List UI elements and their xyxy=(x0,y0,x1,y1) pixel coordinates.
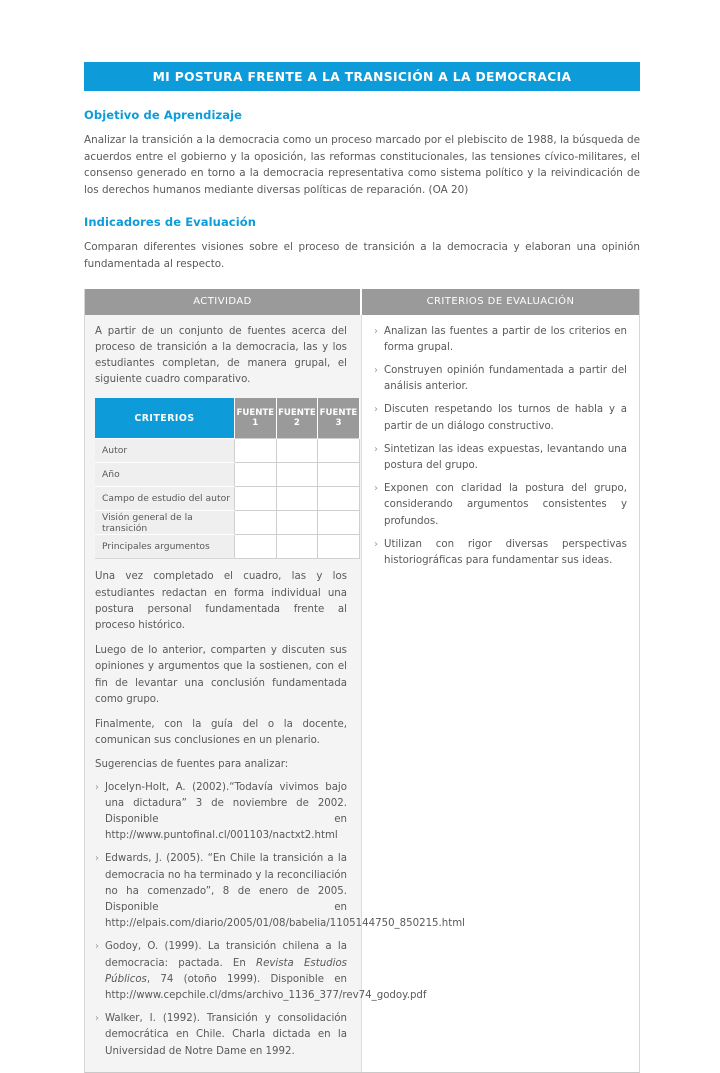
table-row xyxy=(95,463,359,487)
comparative-header-fuente-2 xyxy=(276,398,318,439)
fuente-2-number: 2 xyxy=(293,418,300,429)
sources-label: Sugerencias de fuentes para analizar: xyxy=(95,759,289,771)
list-item xyxy=(374,363,627,395)
criterio-bullet-5: Exponen con claridad la postura del grupo, considerando argumentos consistentes y profundos. xyxy=(384,483,627,527)
cell-ano-fuente-1[interactable] xyxy=(235,463,277,487)
list-item xyxy=(374,442,627,474)
cell-vision-fuente-2[interactable] xyxy=(276,511,318,535)
actividad-cell xyxy=(85,315,465,1072)
comparative-header-criterios: CRITERIOS xyxy=(95,398,235,439)
criterios-cell xyxy=(362,315,639,1072)
chevron-right-icon: › xyxy=(95,781,99,793)
criterio-ano: Año xyxy=(95,463,235,487)
criterio-vision-general: Visión general de la transición xyxy=(95,511,235,535)
list-item xyxy=(374,537,627,569)
criteria-list xyxy=(374,324,627,570)
fuente-2-label: FUENTE xyxy=(278,407,316,418)
criterio-bullet-2: Construyen opinión fundamentada a partir del análisis anterior. xyxy=(384,364,627,393)
table-row xyxy=(95,511,359,535)
fuente-1-label: FUENTE xyxy=(236,407,275,418)
comparative-table-header-row xyxy=(95,398,359,439)
criterio-bullet-6: Utilizan con rigor diversas perspectivas historiográficas para fundamentar sus ideas. xyxy=(384,538,627,566)
source-edwards: Edwards, J. (2005). “En Chile la transición a la democracia no ha terminado y la reconciliación no ha comenzado”, 8 de enero de 2005. Disponible en http://elpais.com/diario/2005/01/08/babelia/1105144750_850215.html xyxy=(105,853,465,930)
cell-argumentos-fuente-3[interactable] xyxy=(318,535,360,559)
cell-campo-fuente-1[interactable] xyxy=(235,487,277,511)
list-item xyxy=(374,402,627,434)
table-body-row xyxy=(85,315,639,1072)
list-item xyxy=(374,324,627,356)
fuente-1-number: 1 xyxy=(252,418,259,429)
source-walker: Walker, I. (1992). Transición y consolidación democrática en Chile. Charla dictada en la Universidad de Notre Dame en 1992. xyxy=(105,1013,347,1057)
source-jocelyn-holt: Jocelyn-Holt, A. (2002).“Todavía vivimos bajo una dictadura” 3 de noviembre de 2002. Disponible en http://www.puntofinal.cl/001103/nactxt2.html xyxy=(105,781,347,842)
chevron-right-icon: › xyxy=(374,325,378,337)
comparative-table xyxy=(95,398,360,559)
sources-list xyxy=(95,780,465,1060)
fuente-3-number: 3 xyxy=(335,418,342,429)
activity-intro: A partir de un conjunto de fuentes acerca del proceso de transición a la democracia, las y los estudiantes completan, de manera grupal, el siguiente cuadro comparativo. xyxy=(95,325,347,386)
column-header-criterios: CRITERIOS DE EVALUACIÓN xyxy=(362,289,639,315)
list-item xyxy=(95,1011,347,1060)
cell-ano-fuente-3[interactable] xyxy=(318,463,360,487)
chevron-right-icon: › xyxy=(374,483,378,495)
criterio-campo-estudio: Campo de estudio del autor xyxy=(95,487,235,511)
cell-vision-fuente-3[interactable] xyxy=(318,511,360,535)
cell-autor-fuente-3[interactable] xyxy=(318,439,360,463)
activity-paragraph-2: Luego de lo anterior, comparten y discuten sus opiniones y argumentos que la sostienen, con el fin de levantar una conclusión fundamentada como grupo. xyxy=(95,645,347,705)
list-item xyxy=(95,939,427,1004)
chevron-right-icon: › xyxy=(374,404,378,416)
cell-campo-fuente-3[interactable] xyxy=(318,487,360,511)
criterio-principales-argumentos: Principales argumentos xyxy=(95,535,235,559)
objetivo-heading: Objetivo de Aprendizaje xyxy=(84,108,243,122)
source-godoy-part1: Godoy, O. (1999). La transición chilena a la democracia: pactada. En xyxy=(105,941,347,969)
table-header-row xyxy=(85,289,639,315)
list-item xyxy=(95,851,465,932)
criterio-bullet-1: Analizan las fuentes a partir de los criterios en forma grupal. xyxy=(384,325,627,353)
cell-argumentos-fuente-2[interactable] xyxy=(276,535,318,559)
source-godoy-part2: , 74 (otoño 1999). Disponible en http://www.cepchile.cl/dms/archivo_1136_377/rev74_godoy.pdf xyxy=(105,973,427,1002)
comparative-header-fuente-1 xyxy=(235,398,277,439)
activity-paragraph-1: Una vez completado el cuadro, las y los estudiantes redactan en forma individual una postura personal fundamentada frente al proceso histórico. xyxy=(95,571,347,631)
indicadores-body: Comparan diferentes visiones sobre el proceso de transición a la democracia y elaboran una opinión fundamentada al respecto. xyxy=(84,241,640,270)
table-row xyxy=(95,487,359,511)
indicadores-heading: Indicadores de Evaluación xyxy=(84,215,257,230)
criterio-bullet-4: Sintetizan las ideas expuestas, levantando una postura del grupo. xyxy=(384,443,627,471)
document-content xyxy=(84,62,640,1073)
table-row xyxy=(95,535,359,559)
activity-criteria-table xyxy=(84,289,640,1073)
page-title: MI POSTURA FRENTE A LA TRANSICIÓN A LA DEMOCRACIA xyxy=(152,69,572,84)
comparative-header-fuente-3 xyxy=(318,398,360,439)
column-header-actividad: ACTIVIDAD xyxy=(85,289,362,315)
chevron-right-icon: › xyxy=(95,941,99,953)
chevron-right-icon: › xyxy=(95,1013,99,1025)
cell-argumentos-fuente-1[interactable] xyxy=(235,535,277,559)
chevron-right-icon: › xyxy=(374,443,378,455)
list-item xyxy=(374,481,627,530)
cell-autor-fuente-2[interactable] xyxy=(276,439,318,463)
table-row xyxy=(95,439,359,463)
cell-vision-fuente-1[interactable] xyxy=(235,511,277,535)
cell-autor-fuente-1[interactable] xyxy=(235,439,277,463)
cell-campo-fuente-2[interactable] xyxy=(276,487,318,511)
source-godoy-journal: Revista Estudios Públicos xyxy=(105,957,347,985)
cell-ano-fuente-2[interactable] xyxy=(276,463,318,487)
objetivo-body: Analizar la transición a la democracia como un proceso marcado por el plebiscito de 1988, la búsqueda de acuerdos entre el gobierno y la oposición, las reformas constitucionales, las tensiones cívico-militares, el consenso generado en torno a la democracia representativa como sistema político y la reivindicación de los derechos humanos mediante diversas políticas de reparación. (OA 20) xyxy=(84,134,640,196)
chevron-right-icon: › xyxy=(95,853,99,865)
fuente-3-label: FUENTE xyxy=(319,407,358,418)
chevron-right-icon: › xyxy=(374,538,378,550)
list-item xyxy=(95,780,347,845)
criterio-bullet-3: Discuten respetando los turnos de habla y a partir de un diálogo constructivo. xyxy=(384,404,627,432)
activity-paragraph-3: Finalmente, con la guía del o la docente, comunican sus conclusiones en un plenario. xyxy=(95,719,347,747)
chevron-right-icon: › xyxy=(374,364,378,376)
criterio-autor: Autor xyxy=(95,439,235,463)
document-title-bar xyxy=(84,62,640,91)
